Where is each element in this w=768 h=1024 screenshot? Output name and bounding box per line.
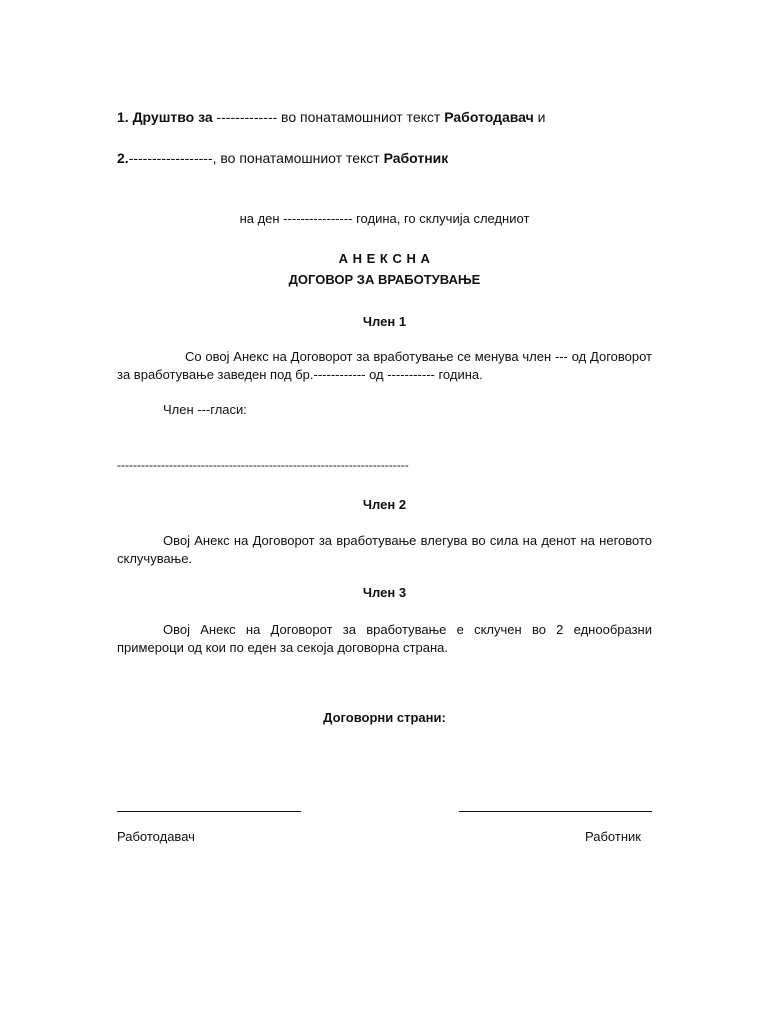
party1-dashes: -------------	[212, 109, 282, 125]
employee-signature-label: Работник	[585, 829, 641, 844]
article3-heading: Член 3	[362, 585, 407, 600]
party1-line	[117, 108, 545, 126]
article1-heading: Член 1	[362, 314, 407, 329]
contract-title: ДОГОВОР ЗА ВРАБОТУВАЊЕ	[288, 272, 481, 287]
employer-signature-line	[117, 811, 301, 812]
employer-signature-label: Работодавач	[117, 829, 195, 844]
annex-title: А Н Е К С Н А	[338, 251, 431, 266]
party2-number: 2.	[117, 150, 129, 166]
party1-role: Работодавач	[444, 109, 534, 125]
article1-dashes: -------------------------------------------------------------------------	[117, 458, 409, 472]
employee-signature-line	[459, 811, 652, 812]
signatures-heading: Договорни страни:	[323, 710, 446, 725]
party2-dashes: ------------------	[128, 150, 213, 166]
article2-heading: Член 2	[362, 497, 407, 512]
party1-name: 1. Друштво за	[117, 109, 213, 125]
party2-text: , во понатамошниот текст	[212, 150, 384, 166]
party2-line	[117, 149, 448, 167]
party2-role: Работник	[383, 150, 449, 166]
party1-text: во понатамошниот текст	[281, 109, 445, 125]
article2-body: Овој Анекс на Договорот за вработување влегува во сила на денот на неговото склучување.	[117, 533, 652, 566]
intro-line: на ден ---------------- година, го склучија следниот	[239, 211, 530, 226]
party1-conj: и	[533, 109, 546, 125]
article1-body: Со овој Анекс на Договорот за вработување се менува член --- од Договорот за вработување заведен под бр.------------ од ----------- година.	[117, 349, 652, 382]
article3-body: Овој Анекс на Договорот за вработување е склучен во 2 еднообразни примероци од кои по еден за секоја договорна страна.	[117, 622, 652, 655]
article1-extra: Член ---гласи:	[163, 402, 247, 417]
